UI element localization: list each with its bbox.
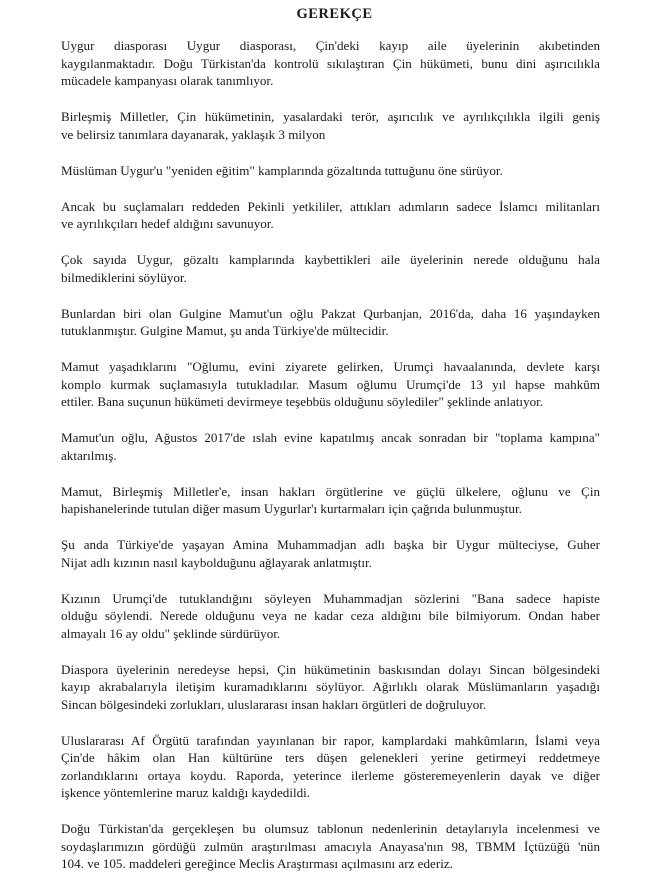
paragraph xyxy=(61,820,600,873)
paragraph xyxy=(61,732,600,802)
paragraph xyxy=(61,429,600,464)
text-line: olduğu söylendi. Nerede olduğunu veya ne kadar ceza aldığını bile bilmiyorum. Ondan haber xyxy=(61,608,600,623)
paragraph xyxy=(61,305,600,340)
text-line: kayıp akrabalarıyla iletişim kuramadıklarını söylüyor. Ağırlıklı olarak Müslümanların yaşadığı xyxy=(61,679,600,694)
paragraph xyxy=(61,358,600,411)
text-line: Çok sayıda Uygur, gözaltı kamplarında kaybettikleri aile üyelerinin nerede olduğunu hala xyxy=(61,252,600,267)
paragraph xyxy=(61,483,600,518)
text-line: zorlandıklarını ortaya koydu. Raporda, yeterince ilerleme gösteremeyenlerin dayak ve diğer xyxy=(61,767,600,783)
paragraph xyxy=(61,251,600,286)
text-line: Uygur diasporası Uygur diasporası, Çin'deki kayıp aile üyelerinin akıbetinden xyxy=(61,38,600,53)
text-line: bilmediklerini söylüyor. xyxy=(61,269,187,285)
text-line: almayalı 16 ay oldu" şeklinde sürdürüyor. xyxy=(61,625,281,641)
document-body xyxy=(61,37,600,873)
paragraph xyxy=(61,37,600,90)
paragraph xyxy=(61,162,600,180)
text-line: Sincan bölgesindeki zorlukları, uluslararası insan hakları örgütleri de doğruluyor. xyxy=(61,696,487,712)
text-line: aktarılmış. xyxy=(61,447,117,463)
text-line: komplo kurmak suçlamasıyla tutukladılar. Masum oğlumu Urumçi'de 13 yıl hapse mahkûm xyxy=(61,376,600,392)
text-line: kaygılanmaktadır. Doğu Türkistan'da kontrolü sıkılaştıran Çin hükümeti, bunu dini aşırıcılıkla xyxy=(61,55,600,71)
text-line: Nijat adlı kızının nasıl kaybolduğunu ağlayarak anlatmıştır. xyxy=(61,554,372,570)
text-line: Şu anda Türkiye'de yaşayan Amina Muhammadjan adlı başka bir Uygur mülteciyse, Guher xyxy=(61,537,600,552)
text-line: Kızının Urumçi'de tutuklandığını söyleyen Muhammadjan sözlerini "Bana sadece hapiste xyxy=(61,590,600,606)
text-line: ettiler. Bana suçunun hükümeti devirmeye teşebbüs olduğunu söylediler" şeklinde anlatıyor. xyxy=(61,394,544,409)
text-line: soydaşlarımızın gördüğü zulmün araştırılması amacıyla Anayasa'nın 98, TBMM İçtüzüğü 'nün xyxy=(61,838,600,854)
paragraph xyxy=(61,198,600,233)
paragraph xyxy=(61,536,600,571)
paragraph xyxy=(61,661,600,714)
text-line: hapishanelerinde tutulan diğer masum Uygurlar'ı kurtarmaları için çağrıda bulunmuştur. xyxy=(61,501,522,516)
document-title: GEREKÇE xyxy=(296,6,373,22)
text-line: ve belirsiz tanımlara dayanarak, yaklaşık 3 milyon xyxy=(61,126,326,142)
text-line: ve ayrılıkçıları hedef aldığını savunuyor. xyxy=(61,216,274,231)
text-line: Birleşmiş Milletler, Çin hükümetinin, yasalardaki terör, aşırıcılık ve ayrılıkçılıkla ilgili geniş xyxy=(61,109,600,124)
text-line: Bunlardan biri olan Gulgine Mamut'un oğlu Pakzat Qurbanjan, 2016'da, daha 16 yaşındayken xyxy=(61,305,600,321)
text-line: 104. ve 105. maddeleri gereğince Meclis Araştırması açılmasını arz ederiz. xyxy=(61,856,453,871)
text-line: Uluslararası Af Örgütü tarafından yayınlanan bir rapor, kamplardaki mahkûmların, İslami veya xyxy=(61,732,600,748)
text-line: Mamut, Birleşmiş Milletler'e, insan hakları örgütlerine ve güçlü ülkelere, oğlunu ve Çin xyxy=(61,483,600,499)
text-line: işkence yöntemlerine maruz kaldığı kaydedildi. xyxy=(61,785,311,800)
paragraph xyxy=(61,108,600,143)
text-line: Mamut yaşadıklarını "Oğlumu, evini ziyarete gelirken, Urumçi havaalanında, devlete karşı xyxy=(61,359,600,374)
paragraph xyxy=(61,590,600,643)
text-line: Çin'de hâkim olan Han kültürüne ters düşen gelenekleri yerine getirmeyi reddetmeye xyxy=(61,750,600,765)
text-line: tutuklanmıştır. Gulgine Mamut, şu anda Türkiye'de mültecidir. xyxy=(61,323,389,338)
text-line: mücadele kampanyası olarak tanımlıyor. xyxy=(61,73,274,88)
text-line: Mamut'un oğlu, Ağustos 2017'de ıslah evine kapatılmış ancak sonradan bir "toplama kampına" xyxy=(61,430,600,445)
text-line: Diaspora üyelerinin neredeyse hepsi, Çin hükümetinin baskısından dolayı Sincan bölgesindeki xyxy=(61,661,600,677)
text-line: Ancak bu suçlamaları reddeden Pekinli yetkililer, attıkları adımların sadece İslamcı militanları xyxy=(61,198,600,214)
text-line: Doğu Türkistan'da gerçekleşen bu olumsuz tablonun nedenlerinin detaylarıyla incelenmesi ve xyxy=(61,821,600,836)
text-line: Müslüman Uygur'u "yeniden eğitim" kamplarında gözaltında tuttuğunu öne sürüyor. xyxy=(61,162,503,178)
